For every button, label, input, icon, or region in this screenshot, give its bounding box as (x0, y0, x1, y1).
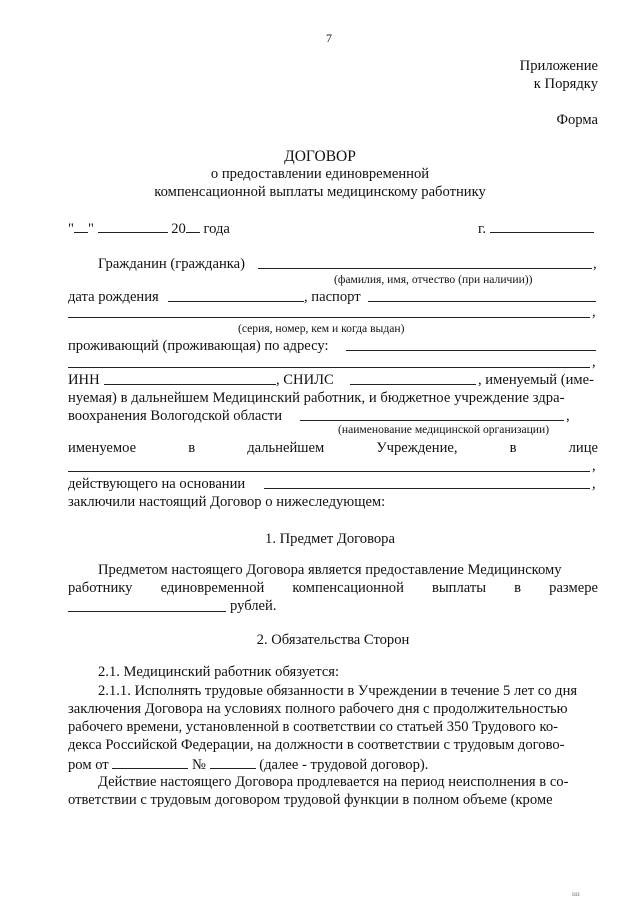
citizen-name-line[interactable] (258, 268, 592, 269)
word: размере (549, 580, 598, 596)
form-label: Форма (556, 112, 598, 128)
word: компенсационной (292, 580, 404, 596)
word: лице (568, 440, 598, 456)
city-prefix: г. (478, 221, 486, 237)
amount-line[interactable] (68, 611, 226, 612)
word: именуемое (68, 440, 137, 456)
comma: , (592, 354, 596, 370)
page-number: 7 (326, 31, 332, 45)
snils-label: , СНИЛС (276, 372, 334, 388)
passport-line[interactable] (368, 301, 596, 302)
document-subtitle-line2: компенсационной выплаты медицинскому работнику (154, 184, 486, 200)
word: Учреждение, (376, 440, 458, 456)
birth-date-line[interactable] (168, 301, 304, 302)
extension-line1: Действие настоящего Договора продлевается на период неисполнения в со- (98, 774, 569, 790)
quote-open: " (68, 221, 74, 237)
birth-label: дата рождения (68, 289, 159, 305)
word: в (188, 440, 196, 456)
section1-line2 (68, 580, 598, 597)
snils-line[interactable] (350, 384, 476, 385)
word: в (514, 580, 522, 596)
basis-line[interactable] (264, 488, 590, 489)
comma: , (592, 476, 596, 492)
day-blank[interactable] (74, 219, 88, 233)
word: в (509, 440, 517, 456)
org-hint: (наименование медицинской организации) (338, 423, 550, 436)
year-suffix: года (203, 221, 230, 237)
clause-2-1-1-line5 (68, 755, 428, 774)
address-line-2[interactable] (68, 367, 590, 368)
contract-date-blank[interactable] (112, 755, 188, 769)
appendix-label: Приложение (519, 58, 598, 74)
word: работнику (68, 580, 133, 596)
contract-note: (далее - трудовой договор). (259, 757, 429, 773)
city-blank[interactable] (490, 219, 594, 233)
appendix-reference: к Порядку (533, 76, 598, 92)
org-name-line[interactable] (300, 420, 564, 421)
passport-line-2[interactable] (68, 317, 590, 318)
named-text: , именуемый (име- (478, 372, 594, 388)
inn-line[interactable] (104, 384, 276, 385)
concluded-text: заключили настоящий Договор о нижеследующем: (68, 494, 386, 510)
clause-2-1-1-line3: рабочего времени, установленной в соответствии со статьей 350 Трудового ко- (68, 719, 558, 735)
comma: , (566, 408, 570, 424)
org-prefix: воохранения Вологодской области (68, 408, 283, 424)
word: выплаты (431, 580, 487, 596)
document-subtitle-line1: о предоставлении единовременной (210, 166, 430, 182)
contract-number-sign: № (192, 757, 206, 773)
clause-2-1-1-line1: 2.1.1. Исполнять трудовые обязанности в Учреждении в течение 5 лет со дня (98, 683, 578, 699)
month-blank[interactable] (98, 219, 168, 233)
comma: , (593, 256, 597, 272)
word: дальнейшем (247, 440, 325, 456)
section1-heading: 1. Предмет Договора (265, 531, 395, 547)
clause-2-1-1-line2: заключения Договора на условиях полного рабочего дня с продолжительностью (68, 701, 568, 717)
year-blank[interactable] (186, 219, 200, 233)
basis-label: действующего на основании (68, 476, 246, 492)
section2-heading: 2. Обязательства Сторон (256, 632, 410, 648)
scan-mark: ıııı (572, 890, 580, 898)
address-label: проживающий (проживающая) по адресу: (68, 338, 329, 354)
citizen-label: Гражданин (гражданка) (98, 256, 245, 272)
passport-label: , паспорт (304, 289, 361, 305)
inn-label: ИНН (68, 372, 100, 388)
year-prefix: 20 (171, 221, 186, 237)
amount-unit: рублей. (230, 598, 277, 614)
document-title: ДОГОВОР (284, 148, 356, 165)
comma: , (592, 304, 596, 320)
date-line (68, 219, 230, 238)
contract-number-blank[interactable] (210, 755, 256, 769)
named-text-line2: нуемая) в дальнейшем Медицинский работник, и бюджетное учреждение здра- (68, 390, 565, 406)
contract-date-prefix: ром от (68, 757, 109, 773)
quote-close: " (87, 221, 94, 237)
city-line (478, 219, 594, 238)
passport-hint: (серия, номер, кем и когда выдан) (238, 322, 405, 335)
section1-line1: Предметом настоящего Договора является предоставление Медицинскому (98, 562, 562, 578)
extension-line2: ответствии с трудовым договором трудовой функции в полном объеме (кроме (68, 792, 553, 808)
named-line3 (68, 440, 598, 457)
clause-2-1-1-line4: декса Российской Федерации, на должности в соответствии с трудовым догово- (68, 737, 565, 753)
clause-2-1: 2.1. Медицинский работник обязуется: (98, 664, 340, 680)
fio-hint: (фамилия, имя, отчество (при наличии)) (334, 273, 533, 286)
word: единовременной (160, 580, 265, 596)
address-line[interactable] (346, 350, 596, 351)
comma: , (592, 458, 596, 474)
representative-line[interactable] (68, 471, 590, 472)
